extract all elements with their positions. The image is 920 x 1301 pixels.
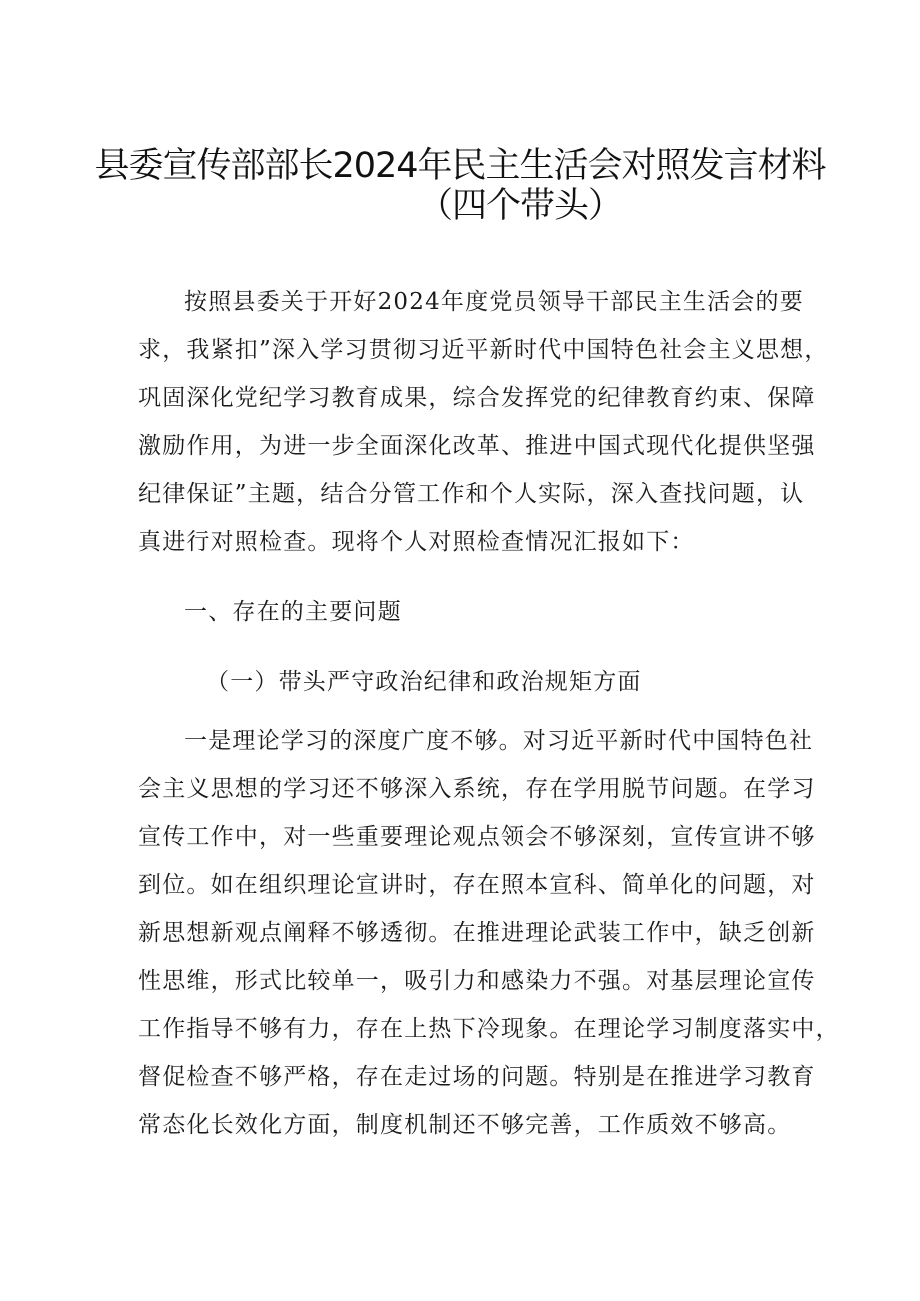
intro-line: 纪律保证”主题，结合分管工作和个人实际，深入查找问题，认 bbox=[138, 481, 805, 507]
document-subtitle: （四个带头） bbox=[417, 186, 622, 226]
paragraph-line: 一是理论学习的深度广度不够。对习近平新时代中国特色社 bbox=[184, 728, 814, 754]
paragraph-line: 会主义思想的学习还不够深入系统，存在学用脱节问题。在学习 bbox=[138, 776, 816, 802]
intro-line: 真进行对照检查。现将个人对照检查情况汇报如下： bbox=[138, 529, 695, 555]
paragraph-line: 宣传工作中，对一些重要理论观点领会不够深刻，宣传宣讲不够 bbox=[138, 824, 816, 850]
intro-line: 巩固深化党纪学习教育成果，综合发挥党的纪律教育约束、保障 bbox=[138, 385, 816, 411]
paragraph-line: 新思想新观点阐释不够透彻。在推进理论武装工作中，缺乏创新 bbox=[138, 920, 816, 946]
section-heading: 一、存在的主要问题 bbox=[184, 599, 402, 625]
paragraph-line: 性思维，形式比较单一，吸引力和感染力不强。对基层理论宣传 bbox=[138, 968, 816, 994]
paragraph-line: 到位。如在组织理论宣讲时，存在照本宣科、简单化的问题，对 bbox=[138, 872, 816, 898]
intro-line: 求，我紧扣”深入学习贯彻习近平新时代中国特色社会主义思想， bbox=[138, 337, 829, 363]
document-title: 县委宣传部部长2024年民主生活会对照发言材料 bbox=[94, 146, 826, 186]
paragraph-line: 工作指导不够有力，存在上热下冷现象。在理论学习制度落实中， bbox=[138, 1016, 840, 1042]
paragraph-line: 常态化长效化方面，制度机制还不够完善，工作质效不够高。 bbox=[138, 1112, 792, 1138]
paragraph-line: 督促检查不够严格，存在走过场的问题。特别是在推进学习教育 bbox=[138, 1064, 816, 1090]
intro-line: 按照县委关于开好2024年度党员领导干部民主生活会的要 bbox=[184, 289, 804, 315]
subsection-heading: （一）带头严守政治纪律和政治规矩方面 bbox=[206, 669, 642, 695]
intro-line: 激励作用，为进一步全面深化改革、推进中国式现代化提供坚强 bbox=[138, 433, 816, 459]
